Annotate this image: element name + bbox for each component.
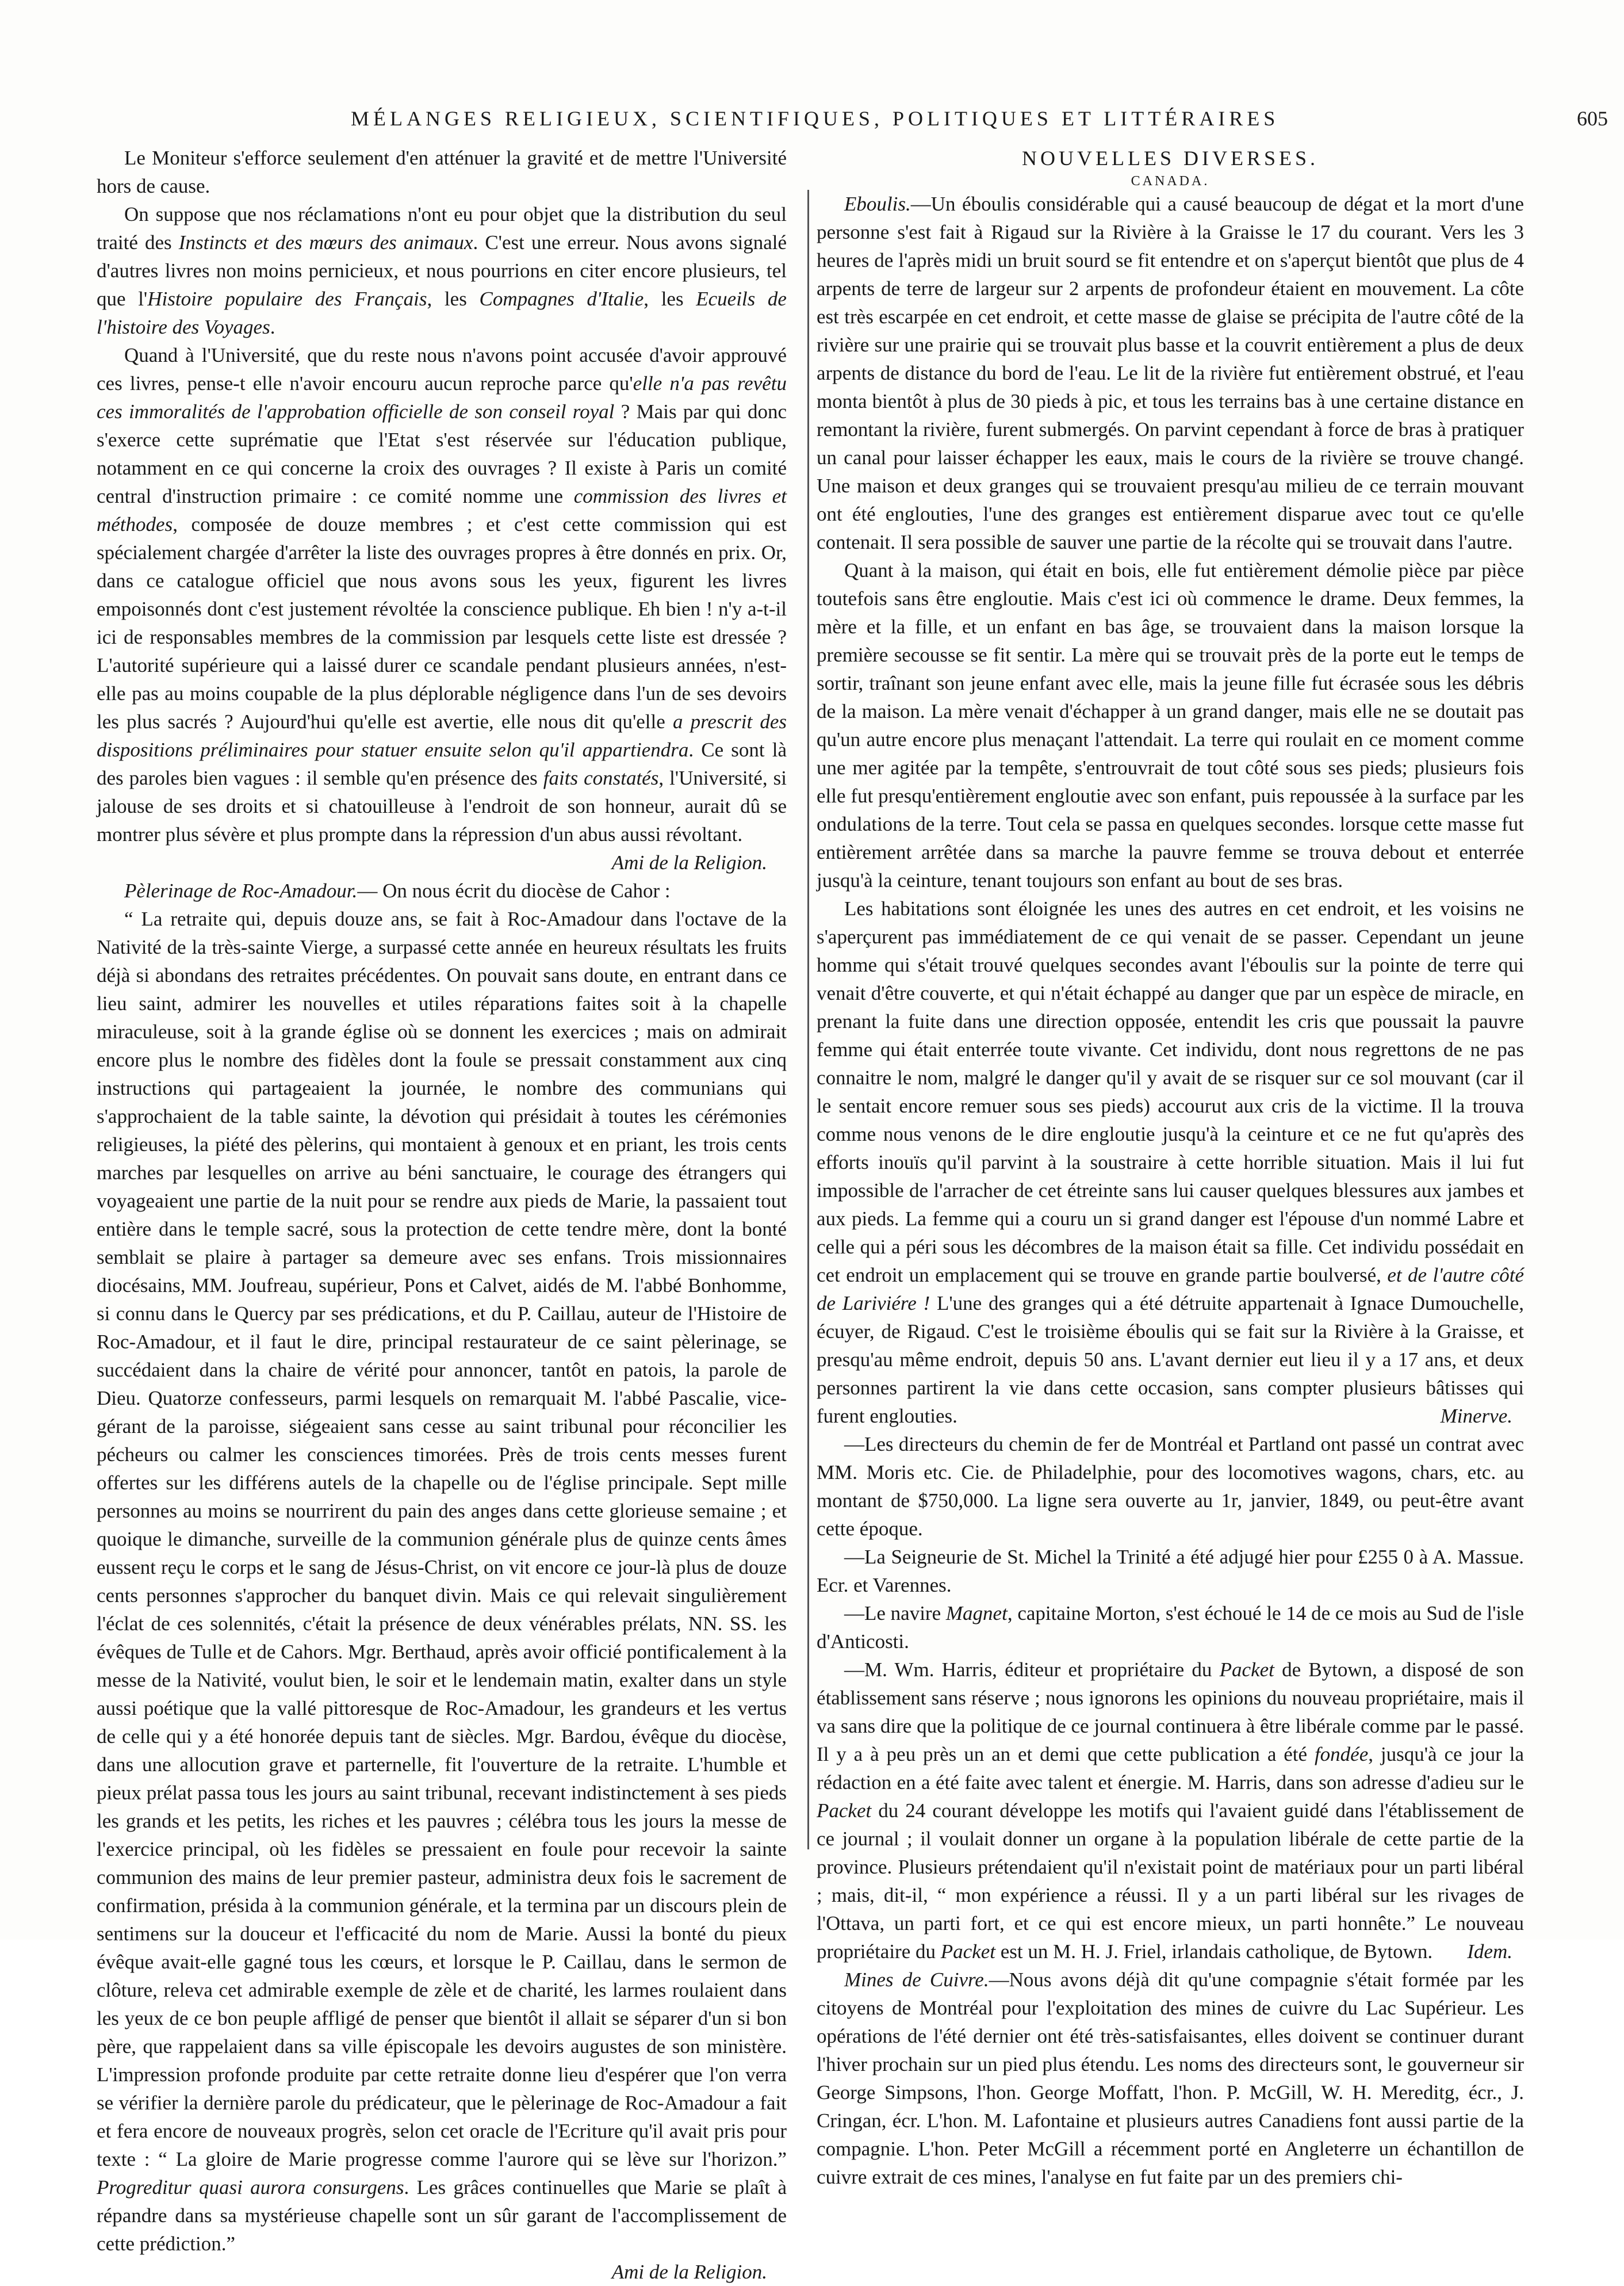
text-run: “ La retraite qui, depuis douze ans, se fait à Roc-Amadour dans l'octave de la Nativité de la très-sainte Vierge, a surpassé cette année en heureux résultats les fruits déjà si abondans des retraites précédentes. On pouvait sans doute, en entrant dans ce lieu saint, admirer les nouvelles et utiles réparations faites soit à la chapelle miraculeuse, soit à la grande église où se donnent les exercices ; mais on admirait encore plus le nombre des fidèles dont la foule se pressait constamment aux cinq instructions qui partageaient la journée, le nombre des communians qui s'approchaient de la table sainte, la dévotion qui présidait à toutes les cérémonies religieuses, la piété des pèlerins, qui montaient à genoux et en priant, les trois cents marches par lesquelles on arrive au béni sanctuaire, le courage des étrangers qui voyageaient une partie de la nuit pour se rendre aux pieds de Marie, la passaient tout entière dans le temple sacré, sous la protection de cette tendre mère, dont la bonté semblait se plaire à partager sa demeure avec ses enfans. Trois missionnaires diocésains, MM. Joufreau, supérieur, Pons et Calvet, aidés de M. l'abbé Bonhomme, si connu dans le Quercy par ses prédications, et du P. Caillau, auteur de l'Histoire de Roc-Amadour, et il faut le dire, principal restaurateur de ce saint pèlerinage, se succédaient dans la chaire de vérité pour annoncer, tantôt en patois, la parole de Dieu. Quatorze confesseurs, parmi lesquels on remarquait M. l'abbé Pascalie, vice-gérant de la paroisse, siégeaient sans cesse au saint tribunal pour réconcilier les pécheurs ou calmer les consciences timorées. Près de trois cents messes furent offertes sur les différens autels de la chapelle ou de l'église principale. Sept mille personnes au moins se nourrirent du pain des anges dans cette glorieuse semaine ; et quoique le dimanche, surveille de la communion générale plus de quinze cents âmes eussent reçu le corps et le sang de Jésus-Christ, on vit encore ce jour-là plus de douze cents personnes s'approcher du banquet divin. Mais ce qui relevait singulièrement l'éclat de ces solennités, c'était la présence de deux vénérables prélats, NN. SS. les évêques de Tulle et de Cahors. Mgr. Berthaud, après avoir officié pontificalement à la messe de la Nativité, voulut bien, le soir et le lendemain matin, exalter dans un style aussi poétique que la vallé pittoresque de Roc-Amadour, les grandeurs et les vertus de celle qui y a été honorée depuis tant de siècles. Mgr. Bardou, évêque du diocèse, dans une allocution grave et parternelle, fit l'ouverture de la retraite. L'humble et pieux prélat passa tous les jours au saint tribunal, recevant indistinctement à ses pieds les grands et les petits, les riches et les pauvres ; célébra tous les jours la messe de l'exercice principal, où les fidèles se pressaient en foule pour recevoir la sainte communion des mains de leur premier pasteur, administra deux fois le sacrement de confirmation, présida à la communion générale, et la termina par un discours plein de sentimens sur la douceur et l'efficacité du nom de Marie. Aussi la bonté du pieux évêque avait-elle gagné tous les cœurs, et lorsque le P. Caillau, dans le sermon de clôture, releva cet admirable exemple de zèle et de charité, les larmes roulaient dans les yeux de ce bon peuple affligé de penser que bientôt il allait se séparer d'un si bon père, que rappelaient dans sa ville épiscopale les devoirs augustes de son ministère. L'impression profonde produite par cette retraite donne lieu d'espérer que l'on verra se vérifier la dernière parole du prédicateur, que le pèlerinage de Roc-Amadour a fait et fera encore de nouveaux progrès, selon cet oracle de l'Ecriture qu'il avait pris pour texte : “ La gloire de Marie progresse comme l'aurore qui se lève sur l'horizon.” [97,908,787,2170]
paragraph-universite [97,341,787,848]
text-run: . C'est une erreur. Nous avons signalé d'autres livres non moins pernicieux, et nous pourrions en citer encore plusieurs, tel que l' [97,231,787,310]
paragraph-navire [817,1599,1524,1656]
newspaper-name: Packet [1219,1658,1274,1681]
rubric-title: Eboulis. [844,193,911,215]
text-run: On suppose que nos réclamations n'ont eu pour objet que la distribution du seul traité des [97,203,787,254]
text-run: , composée de douze membres ; et c'est cette commission qui est spécialement chargée d'arrêter la liste des ouvrages propres à être donnés en prix. Or, dans ce catalogue officiel que nous avons sous les yeux, figurent les livres empoisonnés dont c'est justement révoltée la conscience publique. Eh bien ! n'y a-t-il ici de responsables membres de la commission par lesquels cette liste est dressée ? L'autorité supérieure qui a laissé durer ce scandale pendant plusieurs années, n'est-elle pas au moins coupable de la plus déplorable négligence dans l'un de ses devoirs les plus sacrés ? Aujourd'hui qu'elle est avertie, elle nous dit qu'elle [97,513,787,733]
italic-phrase: faits constatés [543,767,659,789]
rubric-title: Mines de Cuivre. [844,1968,989,1991]
text-run: , l'Université, si jalouse de ses droits et si chatouilleuse à l'endroit de son honneur, aurait dû se montrer plus sévère et plus prompte dans la répression d'un abus aussi révoltant. [97,767,787,846]
text-run: —M. Wm. Harris, éditeur et propriétaire du [844,1658,1220,1681]
text-run: L'une des granges qui a été détruite appartenait à Ignace Dumouchelle, écuyer, de Rigaud. C'est le troisième éboulis qui se fait sur la Rivière à la Graisse, et presqu'au même endroit, depuis 50 ans. L'avant dernier eut lieu il y a 17 ans, et deux personnes partirent la vie dans cette occasion, sans compter plusieurs bâtisses qui furent englouties. [817,1292,1525,1427]
page-number: 605 [1577,107,1608,130]
text-run: ? Mais par qui donc s'exerce cette suprématie que l'Etat s'est réservée sur l'éducation publique, notamment en ce qui concerne la croix des ouvrages ? Il existe à Paris un comité central d'instruction primaire : ce comité nomme une [97,400,787,507]
text-run: —Un éboulis considérable qui a causé beaucoup de dégat et la mort d'une personne s'est fait à Rigaud sur la Rivière à la Graisse le 17 du courant. Vers les 3 heures de l'après midi un bruit sourd se fit entendre et on s'aperçut bientôt que plus de 4 arpents de terre de largeur sur 2 arpents de profondeur étaient en mouvement. La côte est très escarpée en cet endroit, et cette masse de glaise se précipita de l'autre côté de la rivière sur une prairie qui se trouvait plus basse et la couvrit entièrement a plus de deux arpents de distance du bord de l'eau. Le lit de la rivière fut entièrement obstrué, et l'eau monta bientôt à plus de 30 pieds à pic, et tous les terrains bas à une certaine distance en remontant la rivière, furent submergés. On parvint cependant à force de bras à pratiquer un canal pour laisser échapper les eaux, mais le cours de la rivière se trouve changé. Une maison et deux granges qui se trouvaient presqu'au milieu de ce terrain mouvant ont été englouties, l'une des granges est entièrement disparue avec tout ce qu'elle contenait. Il sera possible de sauver une partie de la récolte qui se trouvait dans l'autre. [817,193,1524,553]
right-column [817,144,1524,2191]
book-title: Ecueils de l'histoire des Voyages [97,288,787,338]
newspaper-name: Packet [817,1799,872,1822]
paragraph-pelerinage [97,905,787,2258]
newspaper-name: Packet [940,1940,995,1963]
italic-phrase: a prescrit des dispositions préliminaires pour statuer ensuite selon qu'il appartiendra [97,710,787,761]
text-run: Les habitations sont éloignée les unes des autres en cet endroit, et les voisins ne s'aperçurent pas immédiatement de ce qui venait de se passer. Cependant un jeune homme qui s'était trouvé quelques secondes avant l'éboulis sur la pointe de terre qui venait d'être couverte, et qui n'était échappé au danger que par un espèce de miracle, en prenant la fuite dans une direction opposée, entendit les cris que poussait la pauvre femme qui était enterrée toute vivante. Cet individu, dont nous regrettons de ne pas connaitre le nom, malgré le danger qu'il y avait de se risquer sur ce sol mouvant (car il le sentait encore remuer sous ses pieds) accourut aux cris de la victime. Il la trouva comme nous venons de le dire engloutie jusqu'à la ceinture et ce ne fut qu'après des efforts inouïs qu'il parvint à la soustraire à cette horrible situation. Mais il lui fut impossible de l'arracher de cet étreinte sans lui causer quelques blessures aux jambes et aux pieds. La femme qui a couru un si grand danger est l'épouse d'un nommé Labre et celle qui a péri sous les décombres de la maison était sa fille. Cet individu possédait en cet endroit un emplacement qui se trouve en grande partie boulversé, [817,897,1524,1286]
text-run: , jusqu'à ce jour la rédaction en a été faite avec talent et énergie. M. Harris, dans son adresse d'adieu sur le [817,1743,1524,1794]
text-run: , les [427,288,480,310]
region-heading: CANADA. [1131,174,1210,189]
text-run: —Nous avons déjà dit qu'une compagnie s'était formée par les citoyens de Montréal pour l'exploitation des mines de cuivre du Lac Supérieur. Les opérations de l'été dernier ont été très-satisfaisantes, elles doivent se continuer durant l'hiver prochain sur un pied plus étendu. Les noms des directeurs sont, le gouverneur sir George Simpsons, l'hon. George Moffatt, l'hon. P. McGill, W. H. Mereditg, écr., J. Cringan, écr. L'hon. M. Lafontaine et plusieurs autres Canadiens font aussi partie de la compagnie. L'hon. Peter McGill a récemment porté en Angleterre un échantillon de cuivre extrait de ces mines, l'analyse en fut faite par un des premiers chi- [817,1968,1525,2188]
source-signature: Minerve. [1440,1405,1512,1427]
text-run: , capitaine Morton, s'est échoué le 14 de ce mois au Sud de l'isle d'Anticosti. [817,1602,1524,1653]
book-title: Compagnes d'Italie [479,288,644,310]
book-title: Histoire populaire des Français [147,288,427,310]
text-run: Quand à l'Université, que du reste nous n'avons point accusée d'avoir approuvé ces livres, pense-t elle n'avoir encouru aucun reproche parce qu' [97,344,787,395]
text-run: —Le navire [844,1602,946,1624]
text-run: . [270,316,275,338]
source-signature: Ami de la Religion. [611,851,767,874]
rubric-title: Pèlerinage de Roc-Amadour. [124,880,358,902]
paragraph-packet [817,1656,1524,1966]
section-title: NOUVELLES DIVERSES. [1022,147,1319,170]
italic-phrase: commission des livres et méthodes [97,485,787,536]
text-run: est un M. H. J. Friel, irlandais catholique, de Bytown. [995,1940,1433,1963]
book-title: Instincts et des mœurs des animaux [178,231,473,254]
text-run: — On nous écrit du diocèse de Cahor : [357,880,671,902]
text-run: . Ce sont là des paroles bien vagues : il semble qu'en présence des [97,739,787,789]
source-signature: Idem. [1467,1940,1512,1963]
paragraph-seigneurie: —La Seigneurie de St. Michel la Trinité a été adjugé hier pour £255 0 à A. Massue. Ecr. et Varennes. [817,1546,1524,1596]
left-column [97,144,787,2286]
text-run: . Les grâces continuelles que Marie se plaît à répandre dans sa mystérieuse chapelle sont un sûr garant de l'accomplissement de cette prédiction.” [97,2176,787,2255]
ship-name: Magnet [945,1602,1008,1624]
text-run: du 24 courant développe les motifs qui l'avaient guidé dans l'établissement de ce journal ; il voulait donner un organe à la population libérale de cette partie de la province. Plusieurs prétendaient qu'il n'existait point de matériaux pour un parti libéral ; mais, dit-il, “ mon expérience a réussi. Il y a un parti libéral sur les rivages de l'Ottava, un parti fort, et ce qui est encore mieux, un parti honnête.” Le nouveau propriétaire du [817,1799,1524,1963]
italic-phrase: elle n'a pas revêtu ces immoralités de l'approbation officielle de son conseil royal [97,372,787,423]
paragraph-mines [817,1966,1524,2191]
paragraph-books [97,200,787,341]
latin-quote: Progreditur quasi aurora consurgens [97,2176,404,2199]
text-run: de Bytown, a disposé de son établissement sans réserve ; nous ignorons les opinions du nouveau propriétaire, mais il va sans dire que la politique de ce journal continuera à être libérale comme par le passé. Il y a à peu près un an et demi que cette publication a été [817,1658,1524,1765]
italic-phrase: et de l'autre côté de Lariviére ! [817,1264,1524,1314]
italic-phrase: fondée [1314,1743,1369,1765]
running-title: MÉLANGES RELIGIEUX, SCIENTIFIQUES, POLITIQUES ET LITTÉRAIRES [351,107,1280,130]
column-divider [807,190,809,1849]
paragraph-pelerinage-intro [97,877,787,905]
paragraph-chemin-de-fer: —Les directeurs du chemin de fer de Montréal et Partland ont passé un contrat avec MM. Moris etc. Cie. de Philadelphie, pour des locomotives wagons, chars, etc. au montant de $750,000. La ligne sera ouverte au 1r, janvier, 1849, ou peut-être avant cette époque. [817,1433,1524,1540]
source-signature: Ami de la Religion. [611,2261,767,2283]
paragraph-maison: Quant à la maison, qui était en bois, elle fut entièrement démolie pièce par pièce toutefois sans être engloutie. Mais c'est ici où commence le drame. Deux femmes, la mère et la fille, et un enfant en bas âge, se trouvaient dans la maison lorsque la première secousse se fit sentir. La mère qui se trouvait près de la porte eut le temps de sortir, traînant son jeune enfant avec elle, mais la jeune fille fut écrasée sous les débris de la maison. La mère venait d'échapper à un grand danger, mais elle ne se doutait pas qu'un autre encore plus menaçant l'attendait. La terre qui roulait en ce moment comme une mer agitée par la tempête, s'entrouvrait de tout côté sous ses pieds; plusieurs fois elle fut presqu'entièrement engloutie avec son enfant, puis repoussée à la surface par les ondulations de la terre. Tout cela se passa en quelques secondes. lorsque cette masse fut entièrement arrêtée dans sa marche la pauvre femme se trouva debout et enterrée jusqu'à la ceinture, tenant toujours son enfant au bout de ses bras. [817,559,1524,892]
paragraph-moniteur: Le Moniteur s'efforce seulement d'en atténuer la gravité et de mettre l'Université hors de cause. [97,147,787,197]
paragraph-eboulis [817,190,1524,556]
text-run: , les [644,288,696,310]
paragraph-habitations [817,894,1524,1430]
